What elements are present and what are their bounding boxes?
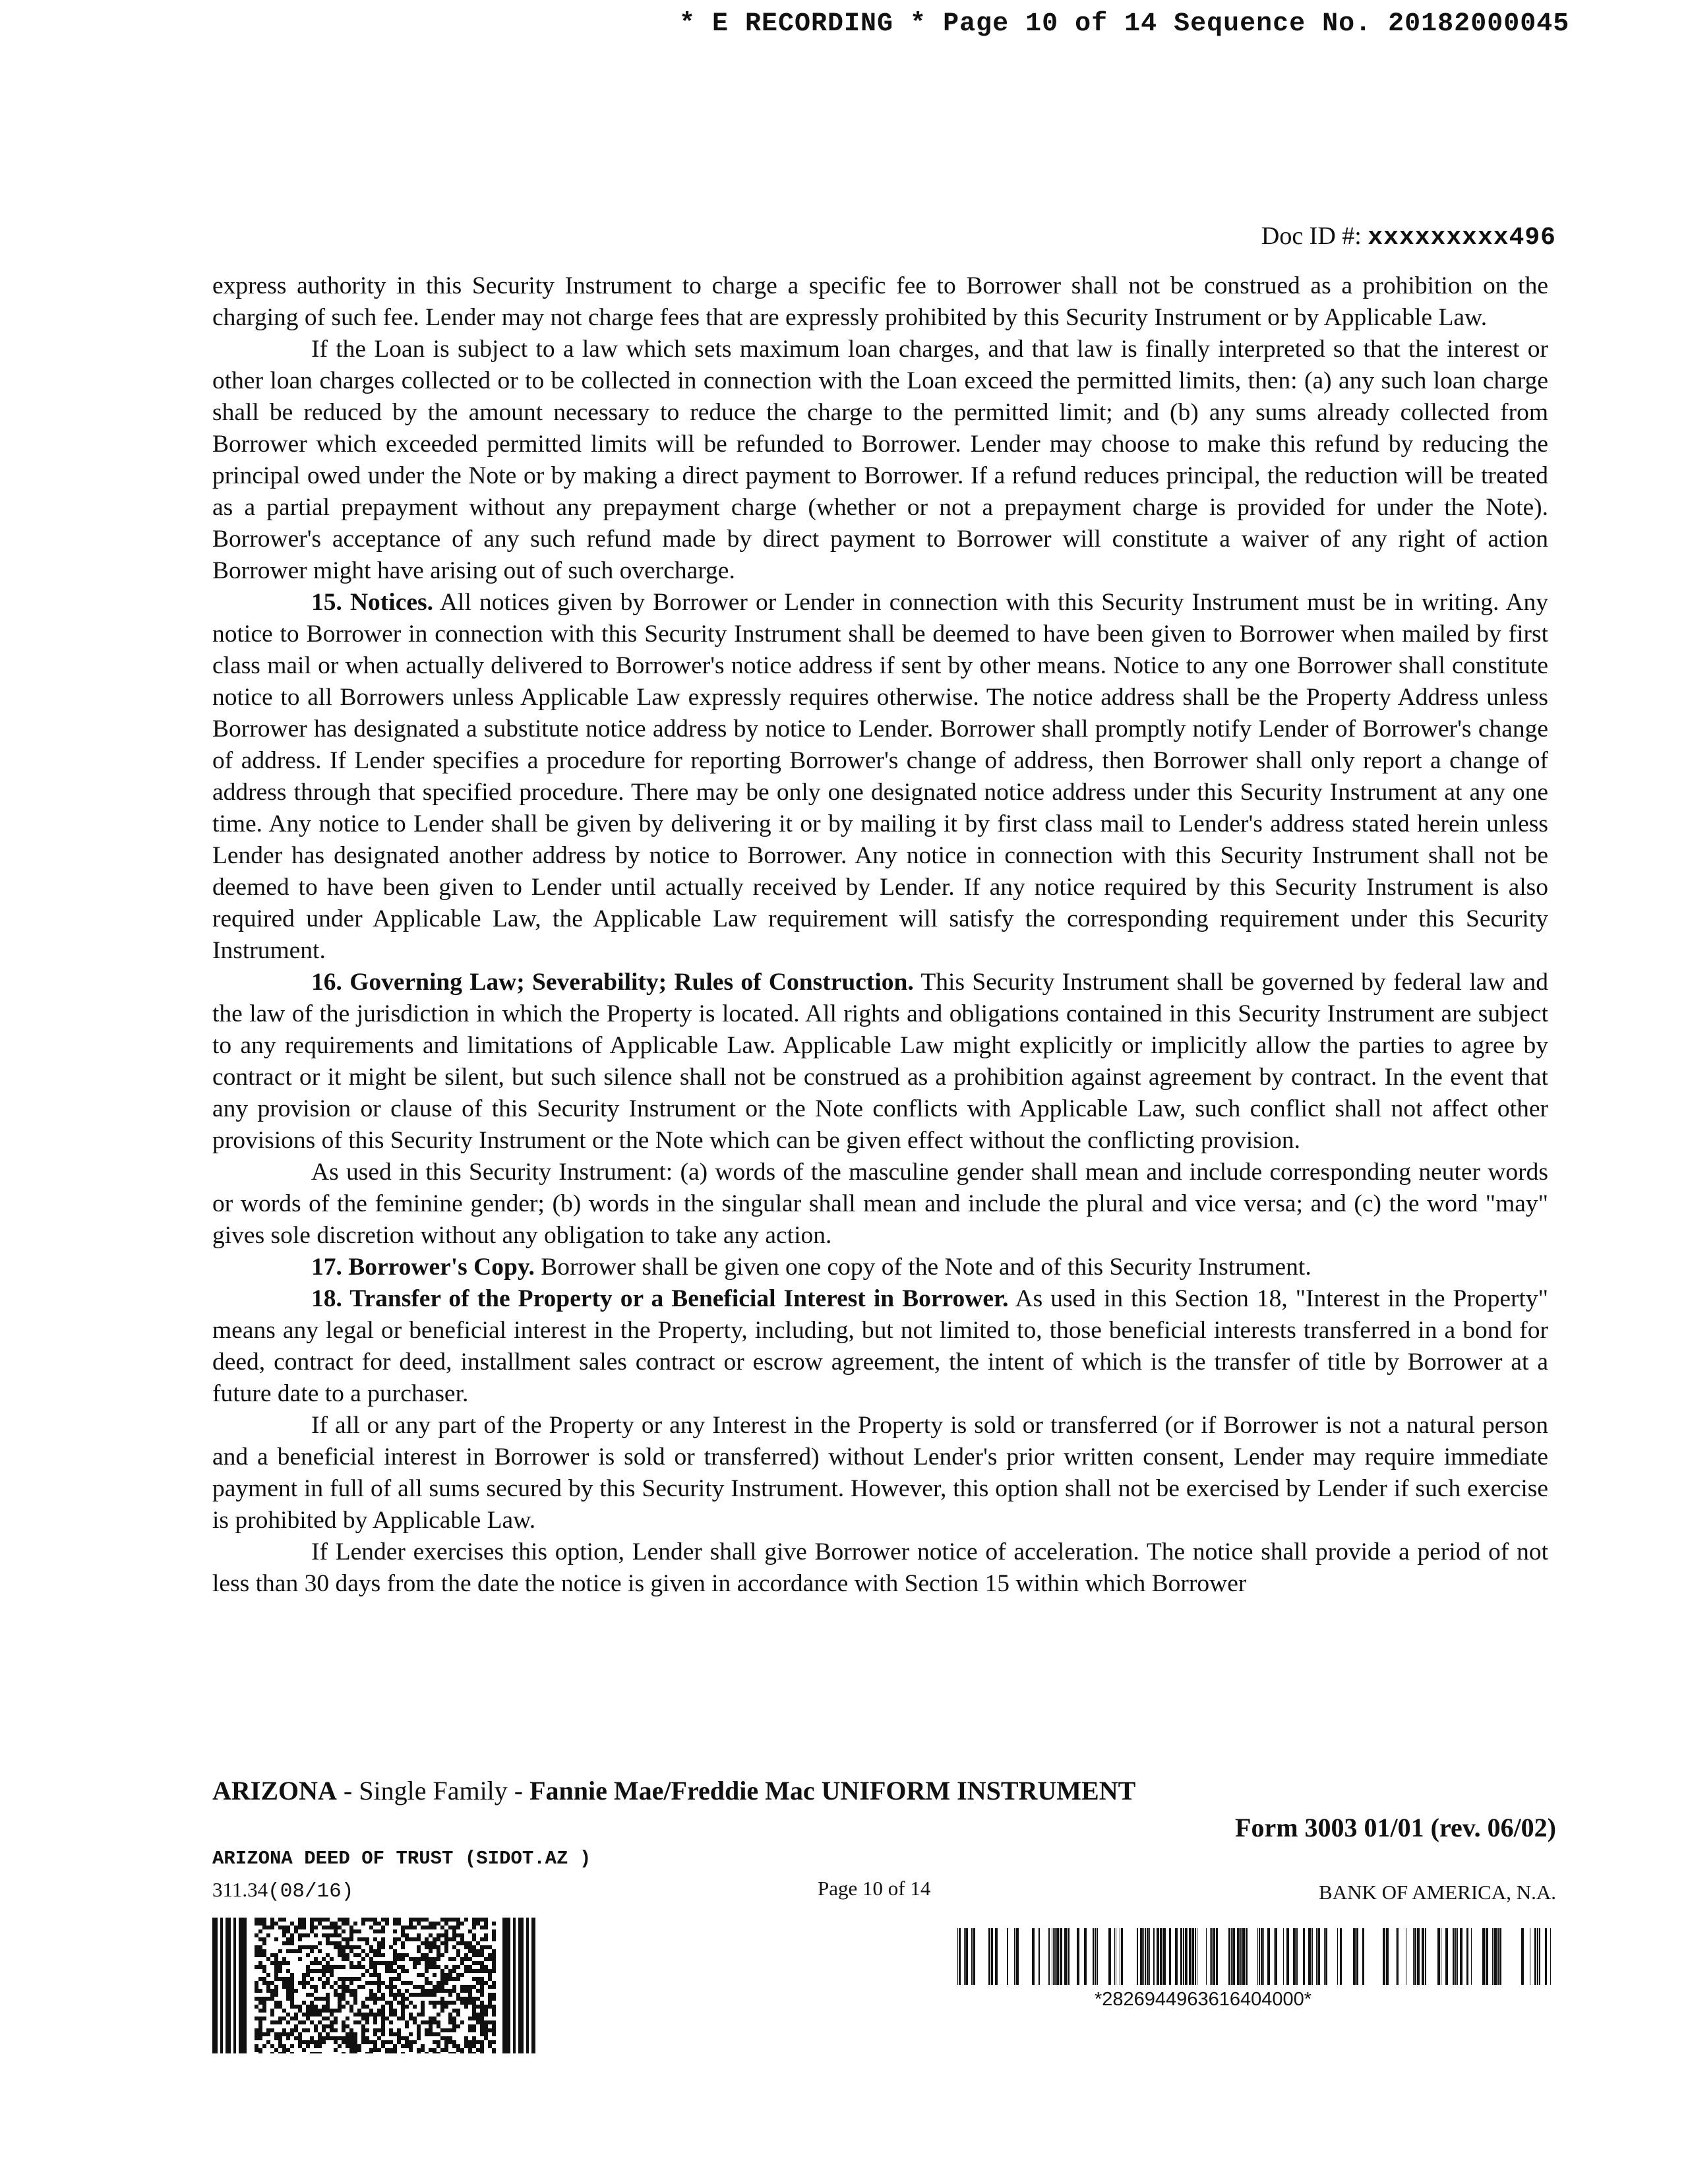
section-17-borrowers-copy <box>212 1252 1548 1283</box>
section-15-heading: 15. Notices. <box>311 589 433 616</box>
section-18-heading: 18. Transfer of the Property or a Beneficial Interest in Borrower. <box>311 1285 1009 1312</box>
pdf417-barcode <box>212 1918 535 2053</box>
section-17-text: Borrower shall be given one copy of the Note and of this Security Instrument. <box>534 1254 1311 1281</box>
section-16-governing-law <box>212 967 1548 1157</box>
form-code-date: (08/16) <box>268 1880 354 1903</box>
footer-state: ARIZONA <box>212 1776 337 1805</box>
section-16-text: This Security Instrument shall be governed by federal law and the law of the jurisdiction in which the Property is located. All rights and obligations contained in this Security Instrument are subject to any requirements and limitations of Applicable Law. Applicable Law might explicitly or implicitly allow the parties to agree by contract or it might be silent, but such silence shall not be construed as a prohibition against agreement by contract. In the event that any provision or clause of this Security Instrument or the Note conflicts with Applicable Law, such conflict shall not affect other provisions of this Security Instrument or the Note which can be given effect without the conflicting provision. <box>212 969 1548 1154</box>
paragraph-transfer-consent: If all or any part of the Property or any Interest in the Property is sold or transferred (or if Borrower is not a natural person and a beneficial interest in Borrower is sold or transferred) without Lender's prior written consent, Lender may require immediate payment in full of all sums secured by this Security Instrument. However, this option shall not be exercised by Lender if such exercise is prohibited by Applicable Law. <box>212 1412 1548 1534</box>
paragraph-loan-charges: If the Loan is subject to a law which sets maximum loan charges, and that law is finally interpreted so that the interest or other loan charges collected or to be collected in connection with the Loan exceed the permitted limits, then: (a) any such loan charge shall be reduced by the amount necessary to reduce the charge to the permitted limit; and (b) any sums already collected from Borrower which exceeded permitted limits will be refunded to Borrower. Lender may choose to make this refund by reducing the principal owed under the Note or by making a direct payment to Borrower. If a refund reduces principal, the reduction will be treated as a partial prepayment without any prepayment charge (whether or not a prepayment charge is provided for under the Note). Borrower's acceptance of any such refund made by direct payment to Borrower will constitute a waiver of any right of action Borrower might have arising out of such overcharge. <box>212 336 1548 584</box>
linear-barcode <box>957 1928 1551 1985</box>
section-15-notices <box>212 587 1548 967</box>
section-17-heading: 17. Borrower's Copy. <box>311 1254 535 1281</box>
footer-instrument: Fannie Mae/Freddie Mac UNIFORM INSTRUMENT <box>529 1776 1136 1805</box>
doc-id-value: xxxxxxxxx496 <box>1368 224 1556 252</box>
paragraph-fee-authority: express authority in this Security Instrument to charge a specific fee to Borrower shall not be construed as a prohibition on the charging of such fee. Lender may not charge fees that are expressly prohibited by this Security Instrument or by Applicable Law. <box>212 272 1548 331</box>
page-indicator: Page 10 of 14 <box>818 1877 931 1900</box>
doc-id <box>1261 222 1556 252</box>
document-body <box>212 270 1548 1600</box>
barcode-number: *2826944963616404000* <box>1095 1989 1312 2010</box>
form-number: Form 3003 01/01 (rev. 06/02) <box>1235 1813 1556 1842</box>
section-18-text: As used in this Section 18, "Interest in the Property" means any legal or beneficial interest in the Property, including, but not limited to, those beneficial interests transferred in a bond for deed, contract for deed, installment sales contract or escrow agreement, the intent of which is the transfer of title by Borrower at a future date to a purchaser. <box>212 1285 1548 1407</box>
footer-form-title <box>212 1775 1135 1806</box>
footer-family-type: - Single Family - <box>336 1776 530 1805</box>
recording-header: * E RECORDING * Page 10 of 14 Sequence No. 20182000045 <box>679 9 1570 39</box>
form-code <box>212 1878 353 1903</box>
section-18-transfer <box>212 1283 1548 1410</box>
paragraph-acceleration: If Lender exercises this option, Lender shall give Borrower notice of acceleration. The notice shall provide a period of not less than 30 days from the date the notice is given in accordance with Section 15 within which Borrower <box>212 1538 1548 1597</box>
paragraph-construction: As used in this Security Instrument: (a) words of the masculine gender shall mean and include corresponding neuter words or words of the feminine gender; (b) words in the singular shall mean and include the plural and vice versa; and (c) the word "may" gives sole discretion without any obligation to take any action. <box>212 1159 1548 1249</box>
bank-name: BANK OF AMERICA, N.A. <box>1319 1881 1556 1904</box>
doc-id-label: Doc ID #: <box>1261 222 1362 250</box>
section-16-heading: 16. Governing Law; Severability; Rules of Construction. <box>311 969 914 996</box>
deed-label: ARIZONA DEED OF TRUST (SIDOT.AZ ) <box>212 1848 591 1869</box>
form-code-number: 311.34 <box>212 1878 268 1901</box>
section-15-text: All notices given by Borrower or Lender in connection with this Security Instrument must be in writing. Any notice to Borrower in connection with this Security Instrument shall be deemed to have been given to Borrower when mailed by first class mail or when actually delivered to Borrower's notice address if sent by other means. Notice to any one Borrower shall constitute notice to all Borrowers unless Applicable Law expressly requires otherwise. The notice address shall be the Property Address unless Borrower has designated a substitute notice address by notice to Lender. Borrower shall promptly notify Lender of Borrower's change of address. If Lender specifies a procedure for reporting Borrower's change of address, then Borrower shall only report a change of address through that specified procedure. There may be only one designated notice address under this Security Instrument at any one time. Any notice to Lender shall be given by delivering it or by mailing it by first class mail to Lender's address stated herein unless Lender has designated another address by notice to Borrower. Any notice in connection with this Security Instrument shall not be deemed to have been given to Lender until actually received by Lender. If any notice required by this Security Instrument is also required under Applicable Law, the Applicable Law requirement will satisfy the corresponding requirement under this Security Instrument. <box>212 589 1548 964</box>
